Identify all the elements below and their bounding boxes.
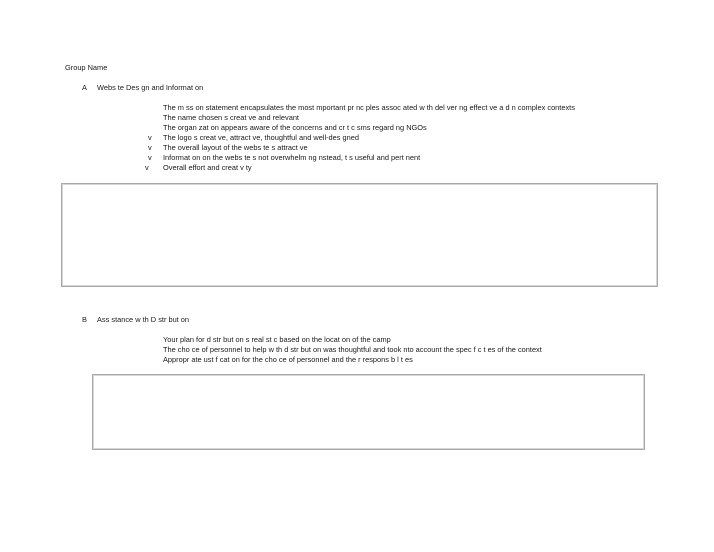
section-a-item-text: The m ss on statement encapsulates the most mportant pr nc ples assoc ated w th del ver ng effect ve a d n complex contexts [163, 103, 575, 112]
section-a-item-text: The name chosen s creat ve and relevant [163, 113, 299, 122]
section-a-letter: A [82, 83, 87, 92]
section-a-item-text: The overall layout of the webs te s attract ve [163, 143, 308, 152]
section-a-item-text: The organ zat on appears aware of the concerns and cr t c sms regard ng NGOs [163, 123, 427, 132]
section-a-item-text: Overall effort and creat v ty [163, 163, 252, 172]
section-a-comment-box[interactable] [61, 183, 658, 287]
section-a-title: Webs te Des gn and Informat on [97, 83, 204, 92]
section-b-item-text: The cho ce of personnel to help w th d str but on was thoughtful and took nto account the spec f c t es of the context [163, 345, 542, 354]
section-a-item-text: Informat on on the webs te s not overwhelm ng nstead, t s useful and pert nent [163, 153, 421, 162]
section-a-item-bullet: v [145, 163, 149, 172]
group-name-label: Group Name [65, 63, 108, 72]
section-a-item-bullet: v [148, 153, 152, 162]
section-b-title: Ass stance w th D str but on [97, 315, 190, 324]
section-b-item-text: Your plan for d str but on s real st c based on the locat on of the camp [163, 335, 391, 344]
section-b-letter: B [82, 315, 87, 324]
section-a-item-bullet: v [148, 143, 152, 152]
section-b-comment-box[interactable] [92, 374, 645, 450]
section-a-item-text: The logo s creat ve, attract ve, thoughtful and well-des gned [163, 133, 359, 142]
section-a-item-bullet: v [148, 133, 152, 142]
section-b-item-text: Appropr ate ust f cat on for the cho ce of personnel and the r respons b l t es [163, 355, 413, 364]
